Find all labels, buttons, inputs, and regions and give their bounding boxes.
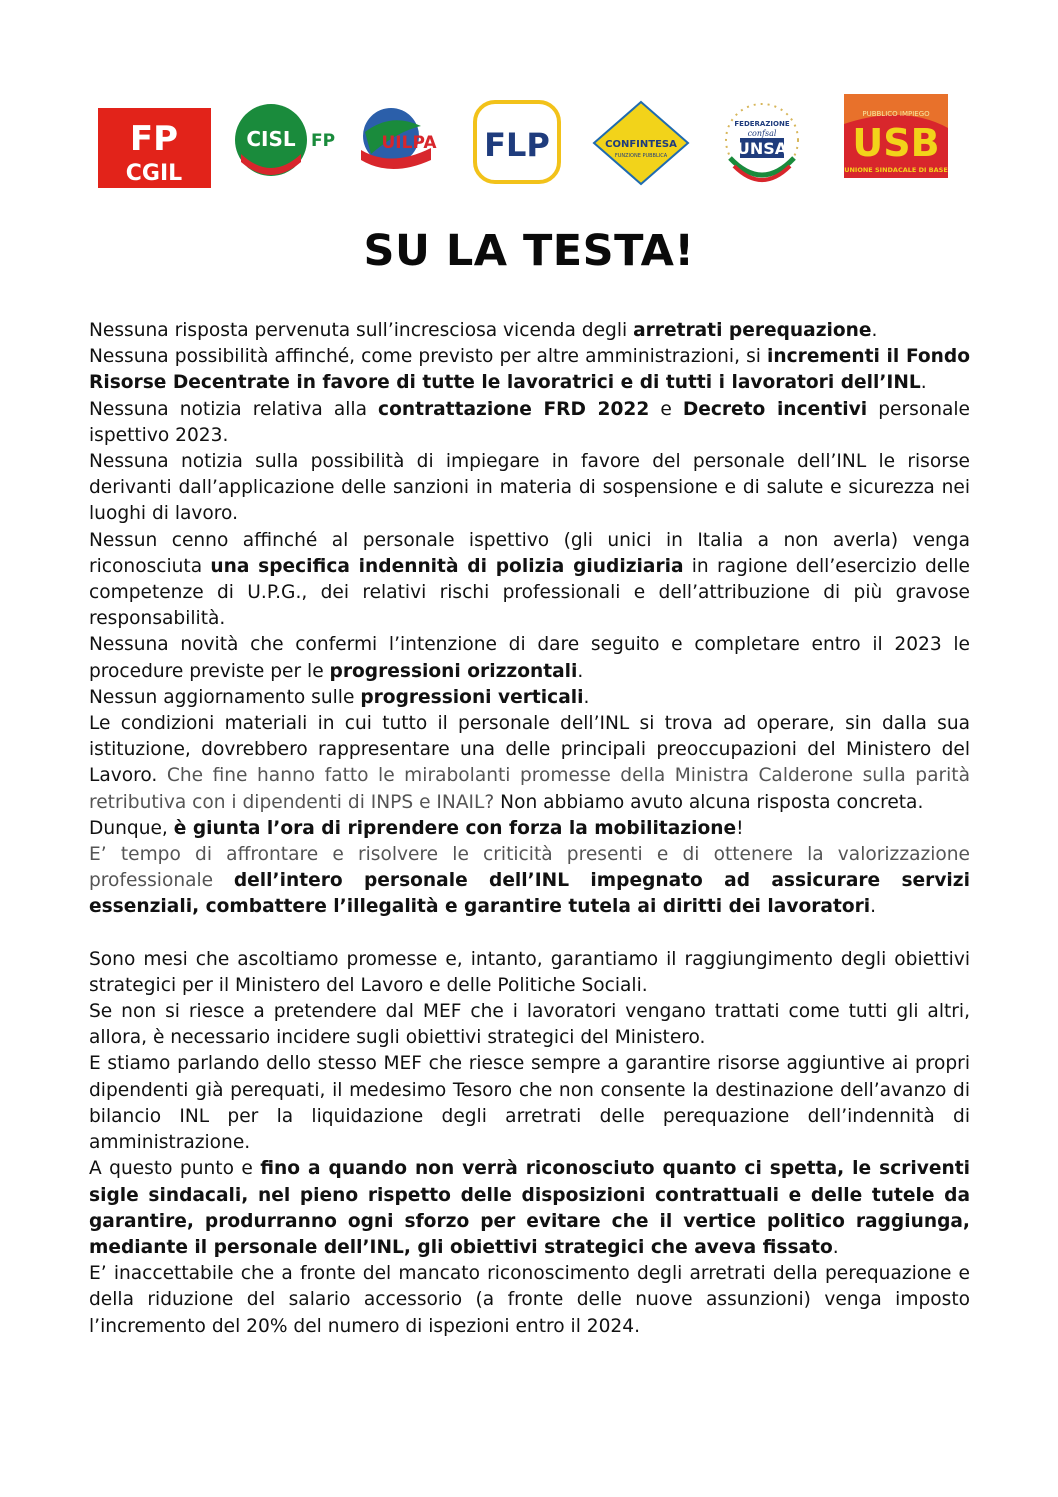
body-text-run: A questo punto e xyxy=(89,1158,261,1180)
paragraph-spacer xyxy=(89,921,970,947)
logo-usb-line2: UNIONE SINDACALE DI BASE xyxy=(844,166,948,174)
logo-unsa-line1: FEDERAZIONE xyxy=(734,120,790,128)
body-paragraph xyxy=(89,449,970,528)
body-paragraph xyxy=(89,947,970,999)
body-paragraph xyxy=(89,1261,970,1340)
body-text-run: Dunque, xyxy=(89,817,174,839)
logo-cisl-line2: FP xyxy=(310,131,336,151)
body-text-run: E’ tempo di affrontare e risolvere le criticità presenti e di ottenere la valorizzazione professionale xyxy=(89,844,970,892)
emphasis-text: progressioni orizzontali xyxy=(329,660,578,682)
logo-usb-line1: USB xyxy=(852,121,940,165)
body-text-run: ! xyxy=(736,817,744,839)
body-paragraph xyxy=(89,318,970,344)
body-text-run: . xyxy=(832,1236,839,1258)
body-text-run: Nessuna risposta pervenuta sull’incresciosa vicenda degli xyxy=(89,320,634,341)
emphasis-text: progressioni verticali xyxy=(360,686,584,708)
body-text-run: in ragione dell’esercizio delle competenze di U.P.G., dei relativi rischi professionali e dell’attribuzione di più gravose responsabilità. xyxy=(89,555,970,630)
body-text-run: . xyxy=(871,320,878,341)
emphasis-text: incrementi il Fondo Risorse Decentrate in favore di tutte le lavoratrici e di tutti i lavoratori dell’INL xyxy=(89,346,970,394)
body-text-run: Non abbiamo avuto alcuna risposta concreta. xyxy=(494,791,924,813)
emphasis-text: dell’intero personale dell’INL impegnato ad assicurare servizi essenziali, combattere l’illegalità e garantire tutela ai diritti dei lavoratori xyxy=(89,870,971,918)
body-paragraph xyxy=(89,344,970,396)
emphasis-text: contrattazione FRD 2022 xyxy=(378,398,650,420)
emphasis-text: una specifica indennità di polizia giudiziaria xyxy=(210,555,684,577)
body-text-run: personale ispettivo 2023. xyxy=(89,398,970,446)
logo-flp xyxy=(471,98,563,194)
body-paragraph xyxy=(89,816,970,842)
body-text-run: Le condizioni materiali in cui tutto il personale dell’INL si trova ad operare, sin dalla sua istituzione, dovrebbero rappresentare una delle principali preoccupazioni del Ministero del Lavoro. xyxy=(89,713,970,787)
body-text-run: . xyxy=(583,686,590,708)
body-paragraph xyxy=(89,711,970,816)
body-paragraph xyxy=(89,842,970,921)
emphasis-text: fino a quando non verrà riconosciuto quanto ci spetta, le scriventi sigle sindacali, nel pieno rispetto delle disposizioni contrattuali e delle tutele da garantire, produrranno ogni sforzo per evitare che il vertice politico raggiunga, mediante il personale dell’INL, gli obiettivi strategici che aveva fissato xyxy=(89,1158,970,1258)
logo-unsa-line3: UNSA xyxy=(736,139,788,158)
body-text-run: . xyxy=(870,896,877,918)
body-text-run: . xyxy=(577,660,584,682)
body-paragraph xyxy=(89,632,970,684)
body-paragraph xyxy=(89,397,970,449)
page-title: SU LA TESTA! xyxy=(363,226,695,276)
logo-fp-cgil xyxy=(98,108,211,204)
logo-cisl-line1: CISL xyxy=(246,127,296,151)
logo-uilpa-text: UILPA xyxy=(381,133,437,153)
logo-confsal-unsa xyxy=(716,96,808,192)
logo-confintesa xyxy=(592,100,690,196)
body-text-run: Se non si riesce a pretendere dal MEF che i lavoratori vengano trattati come tutti gli altri, allora, è necessario incidere sugli obiettivi strategici del Ministero. xyxy=(89,1001,970,1049)
body-paragraph xyxy=(89,528,970,633)
body-text-run: . xyxy=(920,372,927,394)
body-paragraph xyxy=(89,685,970,711)
logo-usb xyxy=(844,94,948,190)
logo-fp-cgil-line1: FP xyxy=(129,119,179,159)
body-text-run: E stiamo parlando dello stesso MEF che riesce sempre a garantire risorse aggiuntive ai propri dipendenti già perequati, il medesimo Tesoro che non consente la destinazione dell’avanzo di bilancio INL per la liquidazione degli arretrati delle perequazione dell’indennità di amministrazione. xyxy=(89,1053,970,1154)
body-paragraph xyxy=(89,999,970,1051)
body-text-run: e xyxy=(649,398,683,420)
emphasis-text: arretrati perequazione xyxy=(633,320,872,341)
body-text-run: E’ inaccettabile che a fronte del mancato riconoscimento degli arretrati della perequazione e della riduzione del salario accessorio (a fronte delle nuove assunzioni) venga imposto l’incremento del 20% del numero di ispezioni entro il 2024. xyxy=(89,1263,970,1337)
body-text-run: Nessuna notizia sulla possibilità di impiegare in favore del personale dell’INL le risorse derivanti dall’applicazione delle sanzioni in materia di sospensione e di salute e sicurezza nei luoghi di lavoro. xyxy=(89,451,970,525)
body-text-run: Che fine hanno fatto le mirabolanti promesse della Ministra Calderone sulla parità retributiva con i dipendenti di INPS e INAIL? xyxy=(89,765,970,813)
logo-usb-line3: PUBBLICO IMPIEGO xyxy=(862,110,930,118)
union-logos-row xyxy=(96,94,952,190)
body-text-run: Nessuna notizia relativa alla xyxy=(89,398,379,420)
body-text-run: Sono mesi che ascoltiamo promesse e, intanto, garantiamo il raggiungimento degli obiettivi strategici per il Ministero del Lavoro e delle Politiche Sociali. xyxy=(89,948,970,996)
body-text-run: Nessuna novità che confermi l’intenzione di dare seguito e completare entro il 2023 le procedure previste per le xyxy=(89,634,970,682)
logo-confintesa-line2: FUNZIONE PUBBLICA xyxy=(614,153,668,159)
body-paragraph xyxy=(89,1051,970,1156)
emphasis-text: è giunta l’ora di riprendere con forza la mobilitazione xyxy=(173,817,737,839)
logo-fp-cgil-line2: CGIL xyxy=(125,161,183,186)
logo-unsa-line2: confsal xyxy=(747,129,777,138)
document-body xyxy=(89,318,970,1340)
logo-flp-text: FLP xyxy=(484,126,550,164)
emphasis-text: Decreto incentivi xyxy=(682,398,868,420)
body-text-run: Nessun aggiornamento sulle xyxy=(89,686,361,708)
logo-cisl-fp xyxy=(233,102,339,198)
body-paragraph xyxy=(89,1156,970,1261)
body-text-run: Nessuna possibilità affinché, come previsto per altre amministrazioni, si xyxy=(89,346,768,368)
body-text-run: Nessun cenno affinché al personale ispettivo (gli unici in Italia a non averla) venga riconosciuta xyxy=(89,529,970,577)
logo-confintesa-line1: CONFINTESA xyxy=(605,139,677,150)
logo-uilpa xyxy=(351,102,446,198)
